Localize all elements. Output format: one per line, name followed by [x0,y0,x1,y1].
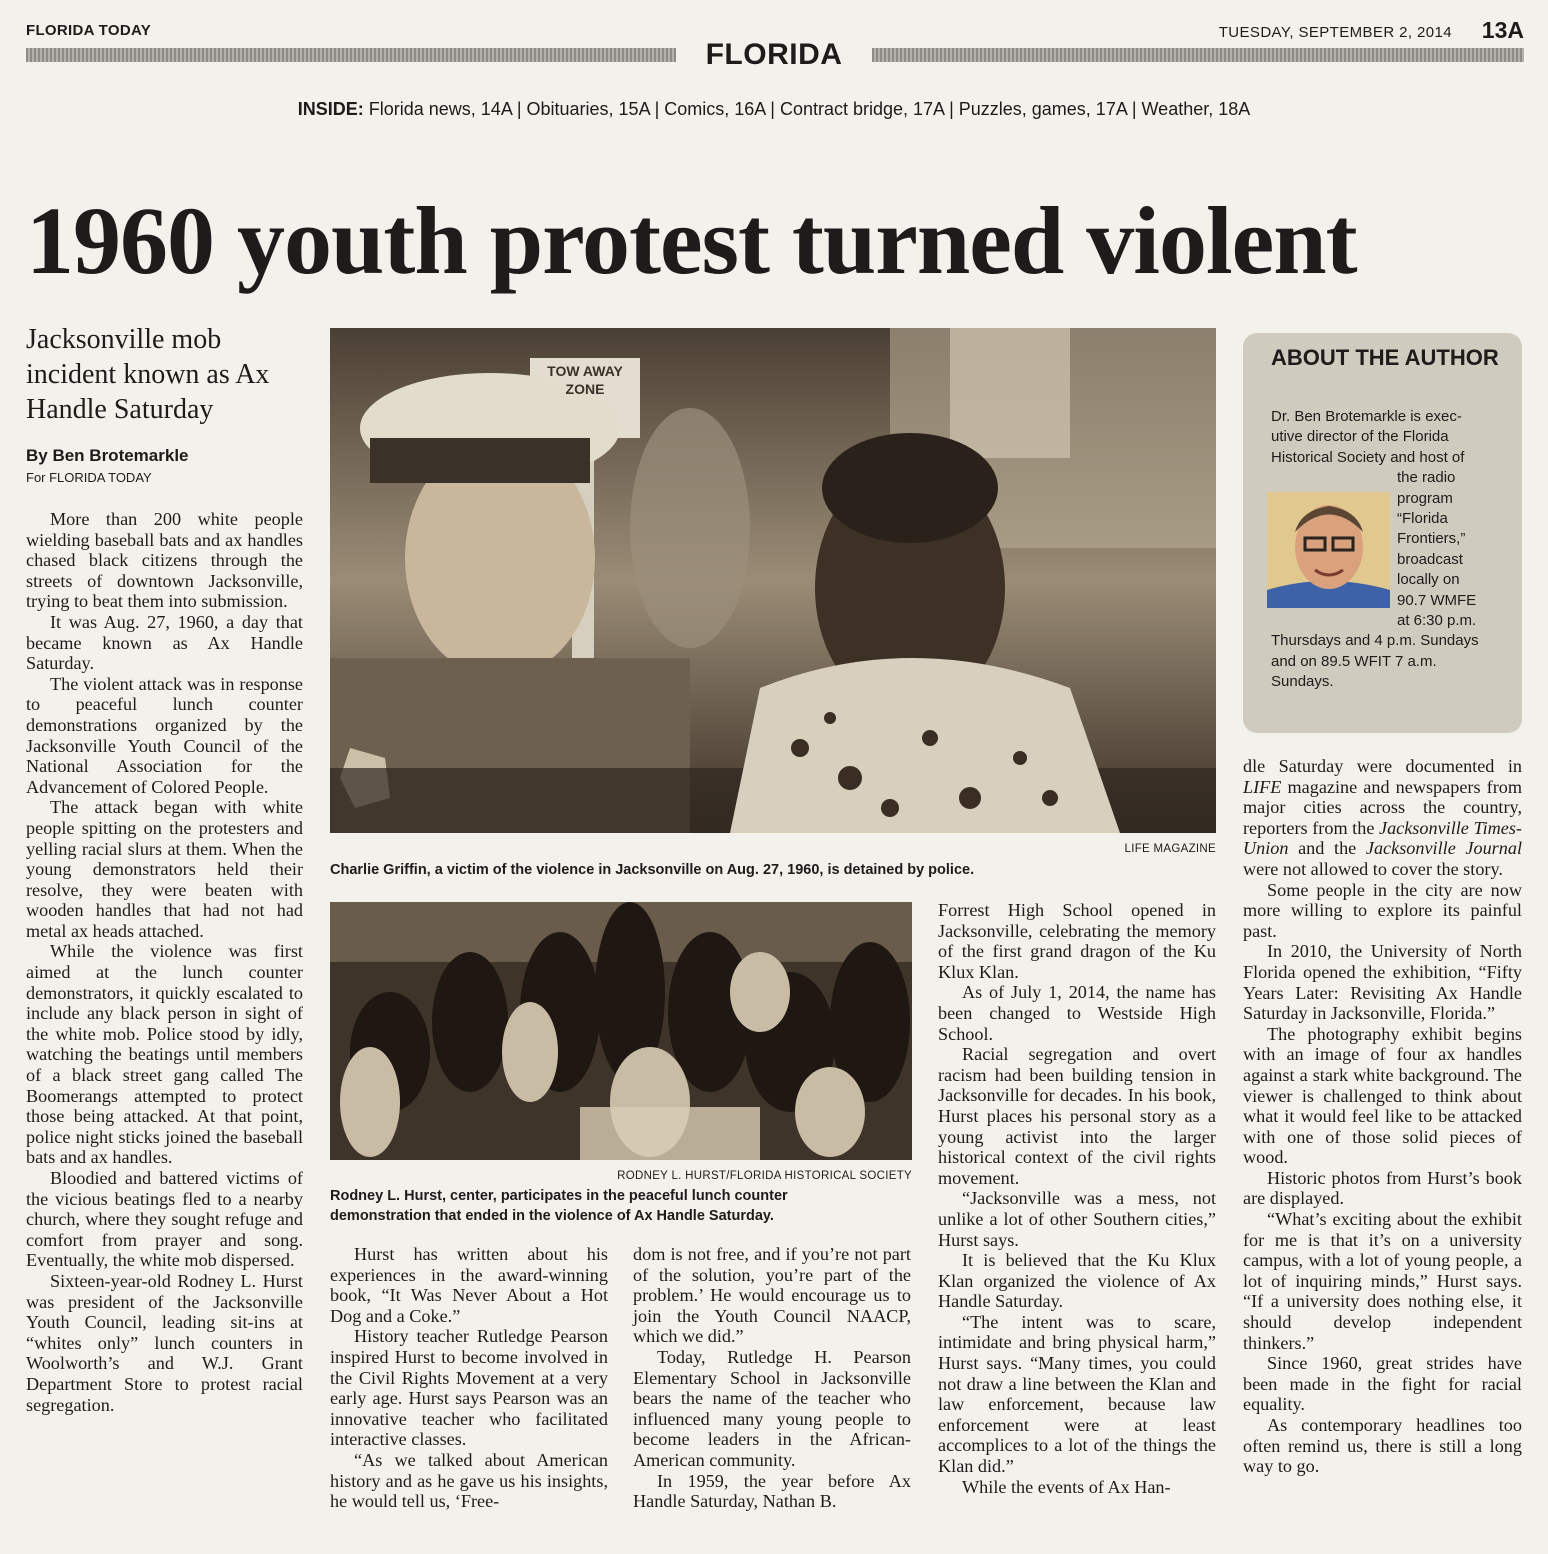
photo-police-detaining-victim [330,328,1216,833]
tow-away-sign [535,362,635,398]
sign-line-2: ZONE [565,381,605,397]
photo-caption-bottom: Rodney L. Hurst, center, participates in the peaceful lunch counter demonstration that ended in the violence of Ax Handle Saturday. [330,1188,788,1224]
article-column-1 [26,509,303,1415]
section-title: FLORIDA [705,38,843,71]
paragraph: The violent attack was in response to peaceful lunch counter demonstrations organized by the Jacksonville Youth Council of the National Association for the Advancement of Colored People. [26,673,303,797]
about-line: locally on [1397,571,1460,589]
article-column-4 [938,900,1216,1497]
inside-index [0,99,1548,120]
paragraph: Hurst has written about his experiences in the award-winning book, “It Was Never About a Hot Dog and a Coke.” [330,1244,608,1326]
paragraph: While the violence was first aimed at the lunch counter demonstrators, it quickly escalated to include any black person in sight of the white mob. Police stood by idly, watching the beatings until members of a black street gang called The Boomerangs attempted to protect those being attacked. At that point, police night sticks joined the baseball bats and ax handles. [26,941,303,1168]
about-line: Dr. Ben Brotemarkle is exec- [1271,408,1462,425]
about-line: at 6:30 p.m. [1397,612,1477,629]
paragraph-continued: dom is not free, and if you’re not part of the solution, you’re part of the problem.’ He would encourage us to join the Youth Council NAACP, which we did.” [633,1244,911,1347]
sign-line-1: TOW AWAY [547,363,623,379]
photo-bottom-illustration [330,902,912,1160]
section-rule-left [26,48,676,62]
paragraph: In 1959, the year before Ax Handle Saturday, Nathan B. [633,1470,911,1512]
byline-credit: For FLORIDA TODAY [26,470,152,485]
paragraph: More than 200 white people wielding baseball bats and ax handles chased black citizens through the streets of downtown Jacksonville, trying to beat them into submission. [26,509,303,612]
paragraph: As contemporary headlines too often remind us, there is still a long way to go. [1243,1415,1522,1477]
paragraph: “What’s exciting about the exhibit for me is that it’s on a university campus, with a lot of young people, a lot of inquiring minds,” Hurst says. “If a university does nothing else, it should develop independent thinkers.” [1243,1209,1522,1353]
about-line: 90.7 WMFE [1397,591,1477,609]
about-line: and on 89.5 WFIT 7 a.m. [1271,652,1437,670]
text-run: dle Saturday were documented in [1243,756,1522,776]
photo-credit-bottom: RODNEY L. HURST/FLORIDA HISTORICAL SOCIETY [617,1170,912,1182]
headline: 1960 youth protest turned violent [26,187,1357,294]
paragraph: “As we talked about American history and as he gave us his insights, he would tell us, ‘Free- [330,1449,608,1512]
paragraph: Bloodied and battered victims of the vicious beatings fled to a nearby church, where they sought refuge and comfort from prayer and song. Eventually, the white mob dispersed. [26,1168,303,1271]
publication-name: Jacksonville Journal [1365,838,1522,859]
section-rule-right [872,48,1524,62]
paragraph: It was Aug. 27, 1960, a day that became known as Ax Handle Saturday. [26,611,303,674]
paragraph: Since 1960, great strides have been made in the fight for racial equality. [1243,1353,1522,1415]
about-line: broadcast [1397,550,1463,568]
paragraph: “Jacksonville was a mess, not unlike a lot of other Southern cities,” Hurst says. [938,1188,1216,1250]
paragraph-continued [1243,756,1522,880]
paragraph: In 2010, the University of North Florida opened the exhibition, “Fifty Years Later: Revisiting Ax Handle Saturday in Jacksonville, Florida.” [1243,941,1522,1024]
about-line: “Florida [1397,510,1448,527]
article-column-2 [330,1244,608,1512]
paragraph: Some people in the city are now more willing to explore its painful past. [1243,879,1522,941]
paragraph: Today, Rutledge H. Pearson Elementary School in Jacksonville bears the name of the teacher who influenced many young people to become leaders in the African-American community. [633,1346,911,1470]
paragraph: Sixteen-year-old Rodney L. Hurst was president of the Jacksonville Youth Council, leading sit-ins at “whites only” lunch counters in Woolworth’s and W.J. Grant Department Store to protest racial segregation. [26,1270,303,1415]
photo-top-illustration [330,328,1216,833]
deck: Jacksonville mob incident known as Ax Handle Saturday [26,324,270,425]
about-line: utive director of the Florida [1271,428,1449,446]
article-column-5 [1243,756,1522,1477]
issue-date: TUESDAY, SEPTEMBER 2, 2014 [1218,24,1452,41]
paragraph: While the events of Ax Han- [962,1476,1171,1497]
paragraph: “The intent was to scare, intimidate and bring physical harm,” Hurst says. “Many times, you could not draw a line between the Klan and law enforcement, because law enforcement were at least accomplices to a lot of the things the Klan did.” [938,1311,1216,1477]
inside-items: Florida news, 14A | Obituaries, 15A | Comics, 16A | Contract bridge, 17A | Puzzles, games, 17A | Weather, 18A [368,99,1251,119]
author-headshot [1267,492,1390,608]
about-line: Historical Society and host of [1271,448,1465,466]
text-run: magazine and newspapers from major cities across the country, reporters from the [1243,776,1522,838]
publication-name: Jacksonville Times-Union [1243,817,1522,859]
page-number: 13A [1481,17,1524,43]
text-run: and the [1288,838,1366,859]
paragraph: History teacher Rutledge Pearson inspired Hurst to become involved in the Civil Rights Movement at a very early age. Hurst says Pearson was an innovative teacher who facilitated interactive classes. [330,1326,608,1450]
paragraph: The attack began with white people spitting on the protesters and yelling racial slurs at them. When the young demonstrators held their resolve, they were beaten with wooden handles that had not had metal ax heads attached. [26,797,303,941]
about-line: the radio [1397,469,1456,487]
paragraph: Racial segregation and overt racism had been building tension in Jacksonville for decades. In his book, Hurst places his personal story as a young activist into the larger historical context of the civil rights movement. [938,1044,1216,1188]
byline: By Ben Brotemarkle [26,446,189,465]
article-column-3 [633,1244,911,1512]
newspaper-name: FLORIDA TODAY [26,22,152,39]
about-title: ABOUT THE AUTHOR [1271,345,1499,370]
text-run: were not allowed to cover the story. [1243,858,1503,879]
about-line: Sundays. [1271,673,1334,691]
paragraph: It is believed that the Ku Klux Klan organized the violence of Ax Handle Saturday. [938,1250,1216,1312]
paragraph: The photography exhibit begins with an image of four ax handles against a stark white background. The viewer is challenged to think about what it would feel like to be attacked with one of those solid pieces of wood. [1243,1023,1522,1168]
about-line: Thursdays and 4 p.m. Sundays [1271,632,1479,650]
photo-lunch-counter-sit-in [330,902,912,1160]
about-line: Frontiers,” [1397,530,1466,548]
photo-credit-top: LIFE MAGAZINE [1124,843,1216,855]
author-headshot-illustration [1267,492,1390,608]
inside-label: INSIDE: [297,99,364,119]
paragraph: Historic photos from Hurst’s book are displayed. [1243,1167,1522,1209]
photo-caption-top: Charlie Griffin, a victim of the violence in Jacksonville on Aug. 27, 1960, is detained by police. [330,862,975,878]
paragraph-continued: Forrest High School opened in Jacksonville, celebrating the memory of the first grand dragon of the Ku Klux Klan. [938,900,1216,982]
about-line: program [1397,489,1453,507]
publication-name: LIFE [1243,776,1282,797]
paragraph: As of July 1, 2014, the name has been changed to Westside High School. [938,982,1216,1044]
